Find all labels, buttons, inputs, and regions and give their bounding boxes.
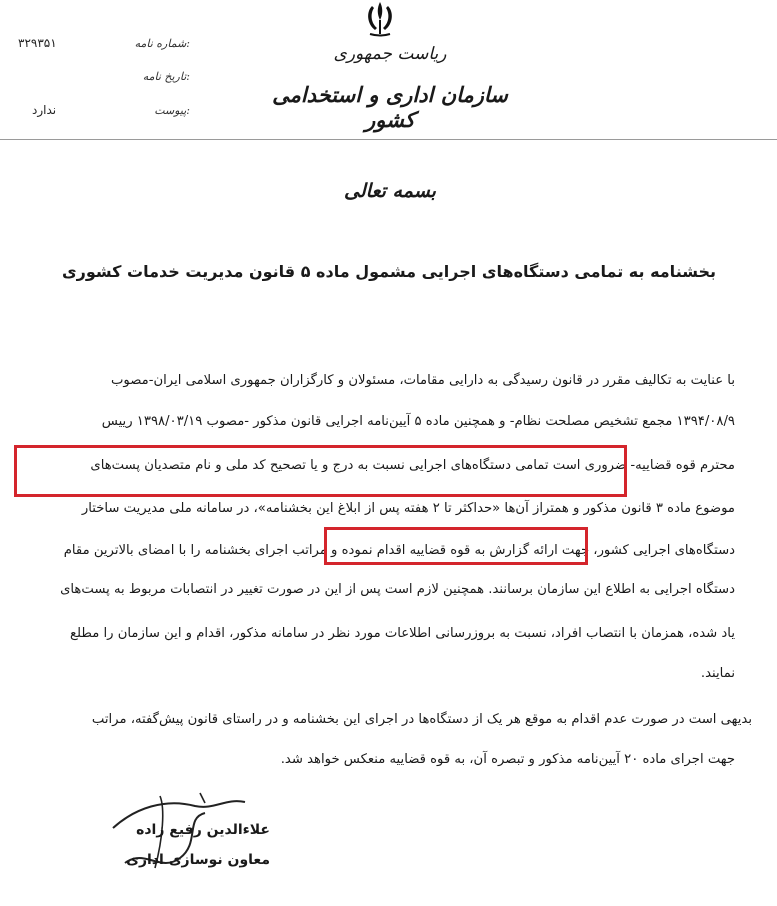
body-line: با عنایت به تکالیف مقرر در قانون رسیدگی به دارایی مقامات، مسئولان و کارگزاران جمهوری اسلامی ایران-مصوب <box>110 373 735 388</box>
body-line: یاد شده، همزمان با انتصاب افراد، نسبت به بروزرسانی اطلاعات مورد نظر در سامانه مذکور، اقدام و این سازمان را مطلع <box>70 626 735 641</box>
signatory-title: معاون نوسازی اداری <box>126 852 270 868</box>
letter-number-value: ۳۲۹۳۵۱ <box>18 36 57 50</box>
signatory-name: علاءالدین رفیع زاده <box>136 822 270 838</box>
letter-number-label: شماره نامه: <box>134 37 190 50</box>
org-name: سازمان اداری و استخدامی کشور <box>272 82 508 132</box>
body-line: دستگاه‌های اجرایی کشور، جهت ارائه گزارش به قوه قضاییه اقدام نموده و مراتب اجرای بخشنامه را با امضای بالاترین مقام <box>63 543 735 558</box>
highlight-box-report <box>324 527 588 565</box>
body-line: جهت اجرای ماده ۲۰ آیین‌نامه مذکور و تبصره آن، به قوه قضاییه منعکس خواهد شد. <box>280 752 735 767</box>
handwritten-signature <box>105 788 275 888</box>
header-divider <box>0 139 777 140</box>
body-line: ۱۳۹۴/۰۸/۹ مجمع تشخیص مصلحت نظام- و همچنین ماده ۵ آیین‌نامه اجرایی قانون مذکور -مصوب ۱۳۹۸/۰۳/۱۹ رییس <box>101 414 735 429</box>
highlight-box-requirement <box>14 445 627 497</box>
org-parent-name: ریاست جمهوری <box>333 44 447 64</box>
iran-emblem-icon <box>358 0 402 38</box>
attachment-label: پیوست: <box>154 104 190 117</box>
attachment-value: ندارد <box>32 103 57 117</box>
document-title: بخشنامه به تمامی دستگاه‌های اجرایی مشمول ماده ۵ قانون مدیریت خدمات کشوری <box>61 262 717 281</box>
body-line: دستگاه اجرایی به اطلاع این سازمان برسانند. همچنین لازم است پس از این در صورت تغییر در انتصابات مربوط به پست‌های <box>60 582 735 597</box>
body-line: بدیهی است در صورت عدم اقدام به موقع هر یک از دستگاه‌ها در اجرای این بخشنامه و در راستای قانون پیش‌گفته، مراتب <box>91 712 752 727</box>
body-line: محترم قوه قضاییه- ضروری است تمامی دستگاه‌های اجرایی نسبت به درج و یا تصحیح کد ملی و نام متصدیان پست‌های <box>90 458 735 473</box>
letter-date-label: تاریخ نامه: <box>142 70 190 83</box>
body-line: موضوع ماده ۳ قانون مذکور و همتراز آن‌ها «حداکثر تا ۲ هفته پس از ابلاغ این بخشنامه»، در سامانه ملی مدیریت ساختار <box>81 501 735 516</box>
bismillah: بسمه تعالی <box>344 180 436 202</box>
body-line: نمایند. <box>700 666 735 681</box>
